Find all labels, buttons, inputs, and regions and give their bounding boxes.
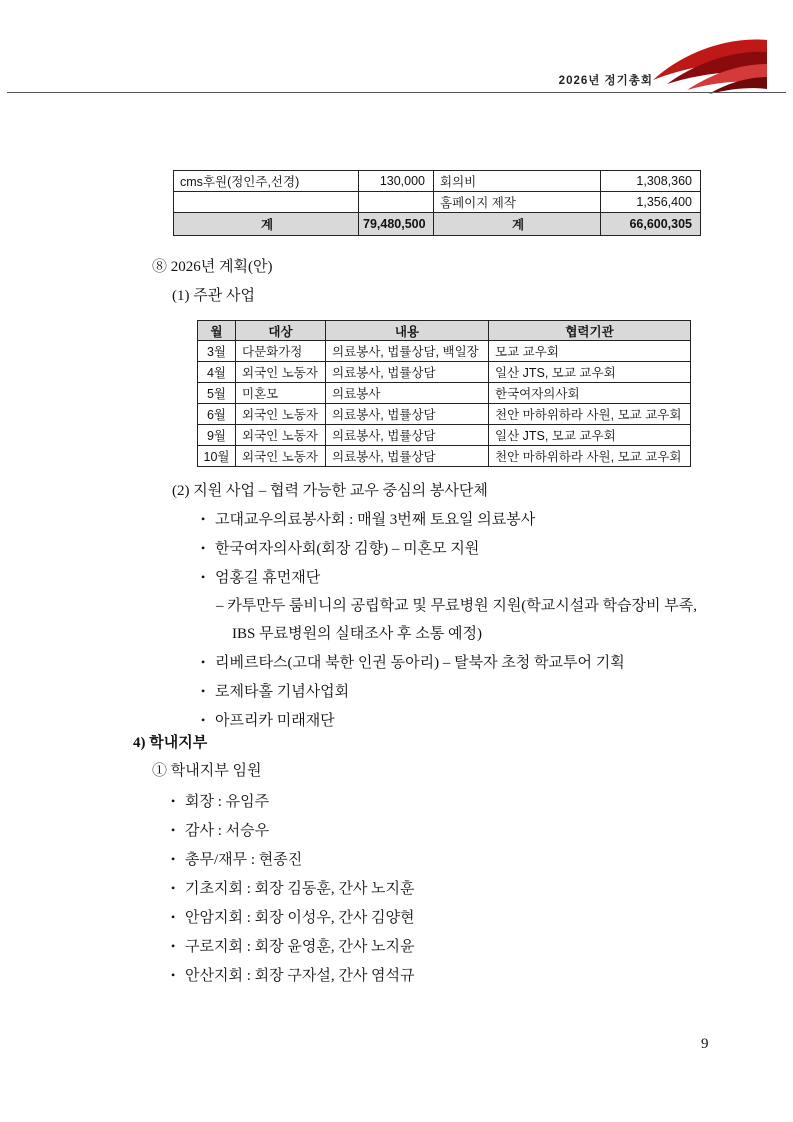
page-number: 9 (701, 1036, 709, 1052)
support-item-text: 로제타홀 기념사업회 (215, 684, 350, 700)
plan-cell: 의료봉사, 법률상담, 백일장 (326, 341, 489, 362)
summary-total-row (174, 213, 701, 236)
officers-list (171, 787, 415, 990)
support-list-item (201, 534, 697, 563)
plan-cell: 의료봉사, 법률상담 (326, 404, 489, 425)
officer-list-item (171, 932, 415, 961)
support-list-item (201, 677, 697, 706)
summary-table (173, 170, 701, 236)
support-item-subline: IBS 무료병원의 실태조사 후 소통 예정) (232, 626, 482, 642)
plan-cell: 외국인 노동자 (236, 404, 326, 425)
plan-cell: 외국인 노동자 (236, 362, 326, 383)
plan-table-row (198, 383, 691, 404)
officer-list-item (171, 816, 415, 845)
summary-cell: 66,600,305 (601, 213, 701, 236)
plan-cell: 모교 교우회 (489, 341, 691, 362)
bullet-icon: • (201, 684, 206, 698)
bullet-icon: • (171, 910, 176, 924)
officer-list-item (171, 961, 415, 990)
officer-item-text: 회장 : 유임주 (185, 794, 270, 810)
support-item-text: 고대교우의료봉사회 : 매월 3번째 토요일 의료봉사 (215, 512, 536, 528)
summary-cell: 1,356,400 (601, 192, 701, 213)
bullet-icon: • (201, 655, 206, 669)
officer-item-text: 안산지회 : 회장 구자설, 간사 염석규 (185, 968, 415, 984)
support-list-item (201, 563, 697, 592)
plan-cell: 다문화가정 (236, 341, 326, 362)
officer-item-text: 구로지회 : 회장 윤영훈, 간사 노지윤 (185, 939, 415, 955)
plan-cell: 외국인 노동자 (236, 425, 326, 446)
section-4-title: 4) 학내지부 (133, 735, 208, 751)
support-organizations-list (201, 505, 697, 735)
header-title: 2026년 정기총회 (558, 75, 653, 87)
plan-cell: 10월 (198, 446, 236, 467)
bullet-icon: • (171, 881, 176, 895)
plan-table-row (198, 404, 691, 425)
bullet-icon: • (201, 570, 206, 584)
plan-cell: 일산 JTS, 모교 교우회 (489, 362, 691, 383)
section-8-title: ⑧ 2026년 계획(안) (152, 259, 273, 275)
plan-cell: 의료봉사, 법률상담 (326, 446, 489, 467)
plan-cell: 9월 (198, 425, 236, 446)
header-divider (7, 92, 786, 93)
summary-cell (174, 192, 359, 213)
summary-cell: 130,000 (359, 171, 434, 192)
plan-column-header: 대상 (236, 321, 326, 341)
plan-table-row (198, 446, 691, 467)
logo-ribbon-icon (651, 36, 769, 96)
plan-cell: 의료봉사, 법률상담 (326, 362, 489, 383)
plan-cell: 미혼모 (236, 383, 326, 404)
support-list-item (201, 706, 697, 735)
plan-cell: 의료봉사, 법률상담 (326, 425, 489, 446)
summary-cell (359, 192, 434, 213)
plan-table-row (198, 425, 691, 446)
plan-cell: 4월 (198, 362, 236, 383)
officer-item-text: 총무/재무 : 현종진 (185, 852, 303, 868)
subsection-1-title: (1) 주관 사업 (172, 288, 255, 304)
support-item-text: 아프리카 미래재단 (215, 713, 335, 729)
plan-table-row (198, 362, 691, 383)
summary-cell: 홈페이지 제작 (434, 192, 601, 213)
bullet-icon: • (201, 541, 206, 555)
bullet-icon: • (201, 713, 206, 727)
summary-cell: 79,480,500 (359, 213, 434, 236)
subsection-2-title: (2) 지원 사업 – 협력 가능한 교우 중심의 봉사단체 (172, 483, 488, 499)
summary-cell: 1,308,360 (601, 171, 701, 192)
plan-table (197, 320, 691, 467)
plan-cell: 천안 마하위하라 사원, 모교 교우회 (489, 404, 691, 425)
plan-column-header: 내용 (326, 321, 489, 341)
support-list-item (201, 648, 697, 677)
plan-table-row (198, 341, 691, 362)
support-list-item (201, 505, 697, 534)
plan-cell: 천안 마하위하라 사원, 모교 교우회 (489, 446, 691, 467)
summary-table-row (174, 192, 701, 213)
summary-cell: 계 (174, 213, 359, 236)
officer-list-item (171, 845, 415, 874)
plan-table-header-row (198, 321, 691, 341)
support-item-text: 한국여자의사회(회장 김향) – 미혼모 지원 (215, 541, 480, 557)
officer-list-item (171, 874, 415, 903)
officers-subsection-title: ① 학내지부 임원 (152, 763, 262, 779)
bullet-icon: • (201, 512, 206, 526)
plan-cell: 6월 (198, 404, 236, 425)
support-item-subline: – 카투만두 룸비니의 공립학교 및 무료병원 지원(학교시설과 학습장비 부족, (216, 598, 697, 614)
support-item-text: 리베르타스(고대 북한 인권 동아리) – 탈북자 초청 학교투어 기획 (215, 655, 625, 671)
officer-item-text: 기초지회 : 회장 김동훈, 간사 노지훈 (185, 881, 415, 897)
plan-cell: 일산 JTS, 모교 교우회 (489, 425, 691, 446)
bullet-icon: • (171, 823, 176, 837)
officer-list-item (171, 787, 415, 816)
officer-list-item (171, 903, 415, 932)
plan-cell: 한국여자의사회 (489, 383, 691, 404)
plan-cell: 5월 (198, 383, 236, 404)
summary-cell: 계 (434, 213, 601, 236)
plan-column-header: 협력기관 (489, 321, 691, 341)
support-item-text: 엄홍길 휴먼재단 (215, 570, 321, 586)
plan-cell: 외국인 노동자 (236, 446, 326, 467)
plan-cell: 3월 (198, 341, 236, 362)
plan-column-header: 월 (198, 321, 236, 341)
bullet-icon: • (171, 968, 176, 982)
bullet-icon: • (171, 794, 176, 808)
officer-item-text: 감사 : 서승우 (185, 823, 270, 839)
summary-cell: 회의비 (434, 171, 601, 192)
bullet-icon: • (171, 852, 176, 866)
bullet-icon: • (171, 939, 176, 953)
plan-cell: 의료봉사 (326, 383, 489, 404)
summary-table-row (174, 171, 701, 192)
summary-cell: cms후원(정인주,선경) (174, 171, 359, 192)
officer-item-text: 안암지회 : 회장 이성우, 간사 김양현 (185, 910, 415, 926)
